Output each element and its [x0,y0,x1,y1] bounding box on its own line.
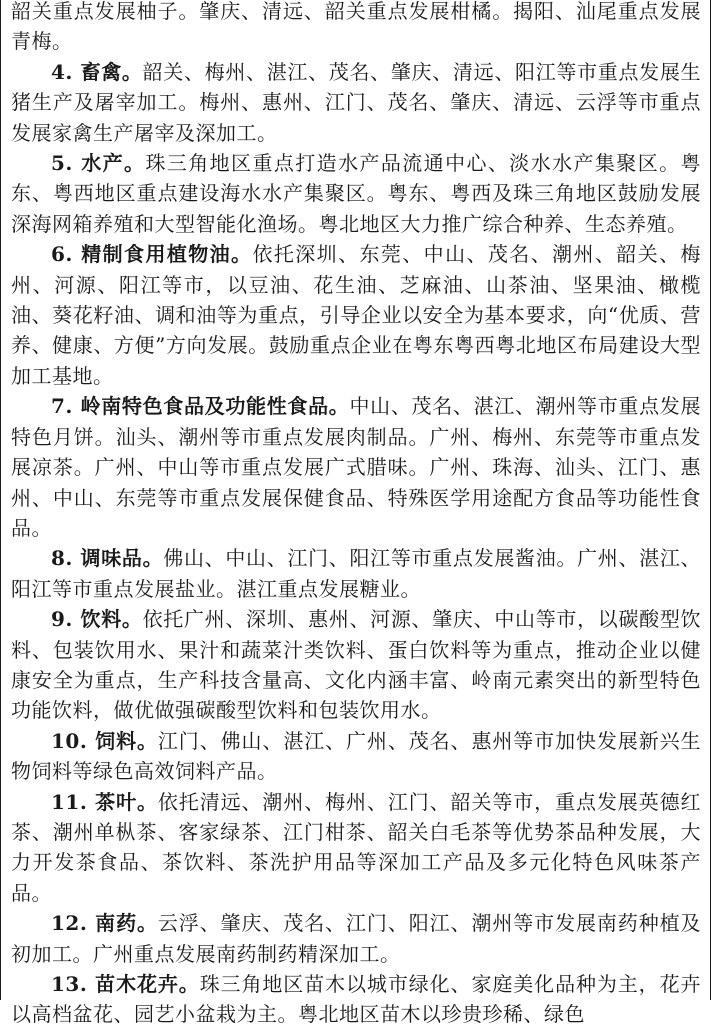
paragraph-text: 云浮、肇庆、茂名、江门、阳江、潮州等市发展南药种植及初加工。广州重点发展南药制药精深加工。 [11,911,702,966]
paragraph-tea [11,787,701,909]
paragraph-heading: 13. 苗木花卉。 [51,972,200,996]
paragraph-lingnan-food [11,391,701,543]
paragraph-text: 依托广州、深圳、惠州、河源、肇庆、中山等市，以碳酸型饮料、包装饮用水、果汁和蔬菜汁类饮料、蛋白饮料等为重点，推动企业以健康安全为重点，生产科技含量高、文化内涵丰富、岭南元素突出的新型特色功能饮料，做优做强碳酸型饮料和包装饮用水。 [11,607,702,723]
paragraph-livestock [11,57,701,148]
paragraph-text: 中山、茂名、湛江、潮州等市重点发展特色月饼。汕头、潮州等市重点发展肉制品。广州、梅州、东莞等市重点发展凉茶。广州、中山等市重点发展广式腊味。广州、珠海、汕头、江门、惠州、中山、东莞等市重点发展保健食品、特殊医学用途配方食品等功能性食品。 [11,394,702,540]
paragraph-aquatic [11,148,701,239]
paragraph-edible-oil [11,239,701,391]
paragraph-nursery-flowers [11,969,701,1030]
paragraph-feed [11,726,701,787]
paragraph-text: 珠三角地区苗木以城市绿化、家庭美化品种为主，花卉以高档盆花、园艺小盆栽为主。粤北地区苗木以珍贵珍稀、绿色 [11,972,701,1027]
paragraph-text: 依托深圳、东莞、中山、茂名、潮州、韶关、梅州、河源、阳江等市，以豆油、花生油、芝麻油、山茶油、坚果油、橄榄油、葵花籽油、调和油等为重点，引导企业以安全为基本要求，向“优质、营养、健康、方便”方向发展。鼓励重点企业在粤东粤西粤北地区布局建设大型加工基地。 [11,242,702,388]
paragraph-heading: 6. 精制食用植物油。 [51,242,253,267]
paragraph-heading: 12. 南药。 [51,911,158,936]
paragraph-beverages [11,604,701,726]
paragraph-text: 韶关重点发展柚子。肇庆、清远、韶关重点发展柑橘。揭阳、汕尾重点发展青梅。 [11,0,701,54]
paragraph-text: 依托清远、潮州、梅州、江门、韶关等市，重点发展英德红茶、潮州单枞茶、客家绿茶、江门柑茶、韶关白毛茶等优势茶品种发展，大力开发茶食品、茶饮料、茶洗护用品等深加工产品及多元化特色风味茶产品。 [11,789,702,905]
paragraph-text: 佛山、中山、江门、阳江等市重点发展酱油。广州、湛江、阳江等市重点发展盐业。湛江重点发展糖业。 [11,546,702,601]
paragraph-southern-medicine [11,908,701,969]
document-body [11,0,701,1030]
paragraph-text: 韶关、梅州、湛江、茂名、肇庆、清远、阳江等市重点发展生猪生产及屠宰加工。梅州、惠州、江门、茂名、肇庆、清远、云浮等市重点发展家禽生产屠宰及深加工。 [11,59,702,145]
paragraph-condiments [11,543,701,604]
paragraph-heading: 8. 调味品。 [51,546,164,571]
paragraph-heading: 5. 水产。 [51,151,146,176]
paragraph-heading: 11. 茶叶。 [51,789,158,814]
paragraph-heading: 7. 岭南特色食品及功能性食品。 [51,394,350,419]
paragraph-text: 珠三角地区重点打造水产品流通中心、淡水水产集聚区。粤东、粤西地区重点建设海水水产集聚区。粤东、粤西及珠三角地区鼓励发展深海网箱养殖和大型智能化渔场。粤北地区大力推广综合种养、生态养殖。 [11,151,702,236]
paragraph-heading: 10. 饲料。 [51,728,158,753]
paragraph-citrus-continued [11,0,701,57]
paragraph-heading: 9. 饮料。 [51,607,143,632]
paragraph-heading: 4. 畜禽。 [51,59,143,84]
paragraph-text: 江门、佛山、湛江、广州、茂名、惠州等市加快发展新兴生物饲料等绿色高效饲料产品。 [11,728,702,784]
